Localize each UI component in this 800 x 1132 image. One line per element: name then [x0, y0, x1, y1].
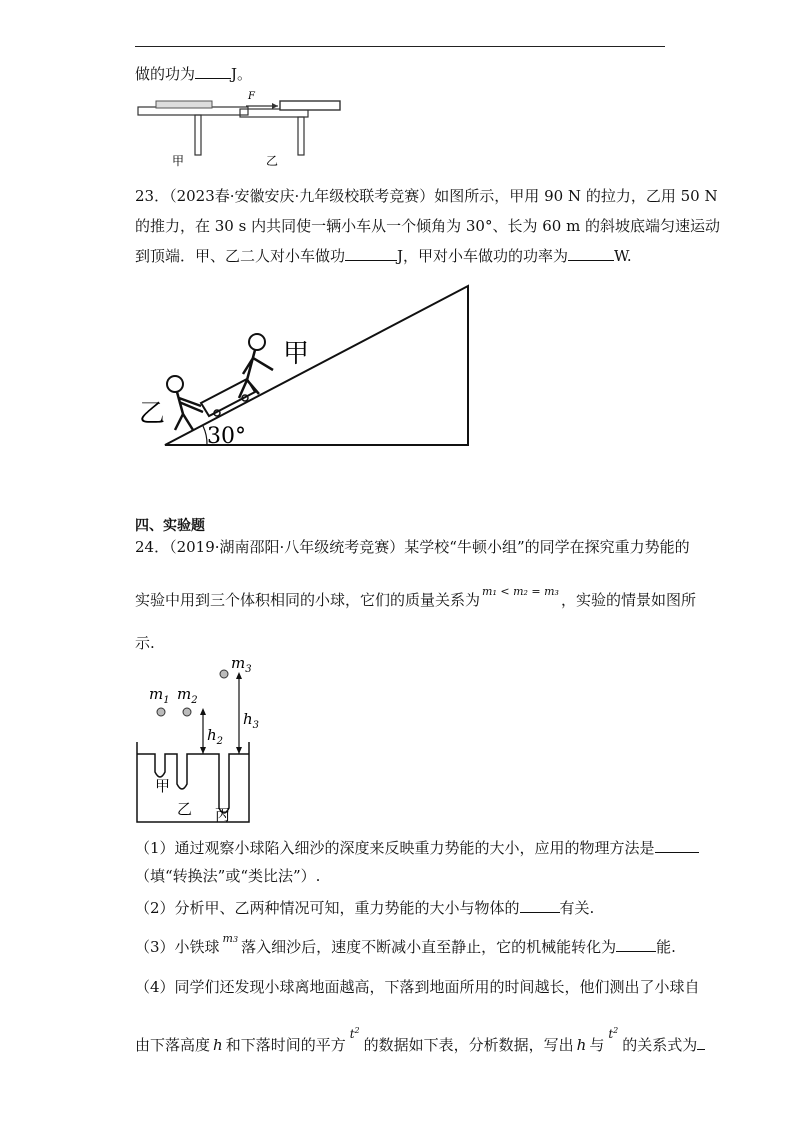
q24-sub4-line2: 由下落高度 h 和下落时间的平方$^{t^2}$的数据如下表，分析数据，写出 h 与$^{t^2}$的关系式为	[135, 1033, 705, 1056]
figure-friction-boards	[130, 85, 360, 175]
label-m3: $m_3$	[231, 654, 252, 675]
q24-sub2: （2）分析甲、乙两种情况可知，重力势能的大小与物体的 有关.	[135, 899, 595, 917]
q24-sub3: （3）小铁球 $^{m3}$ 落入细沙后，速度不断减小直至静止，它的机械能转化为 能.	[135, 932, 676, 956]
person-jia-head	[249, 334, 265, 350]
label-yi-incline: 乙	[139, 399, 166, 429]
section-title: 四、实验题	[135, 518, 205, 534]
figure-incline	[135, 280, 485, 455]
q24-sub1-line1: （1）通过观察小球陷入细沙的深度来反映重力势能的大小，应用的物理方法是	[135, 838, 699, 858]
label-m2: $m_2$	[177, 685, 198, 706]
q24-line1: 24．（2019·湖南邵阳·八年级统考竞赛）某学校“牛顿小组”的同学在探究重力势能的	[135, 538, 690, 556]
label-h2: $h_2$	[207, 726, 224, 747]
sub3-mass: m3	[222, 932, 239, 945]
pit-label-bing: 丙	[215, 806, 231, 824]
ball-m2	[183, 708, 191, 716]
table-leg-jia	[195, 115, 201, 155]
header-rule	[135, 46, 665, 47]
pit-label-yi: 乙	[177, 800, 193, 818]
table-leg-yi	[298, 117, 304, 155]
mass-relation: m₁ < m₂ = m₃	[482, 585, 559, 598]
answer-blank-factor[interactable]	[520, 898, 560, 913]
force-arrowhead	[272, 103, 278, 109]
angle-label: 30°	[207, 424, 246, 449]
q24-sub4-line1: （4）同学们还发现小球离地面越高，下落到地面所用的时间越长，他们测出了小球自	[135, 978, 700, 996]
q24-line2: 实验中用到三个体积相同的小球，它们的质量关系为 $^{m_1 < m_2 = m_3}$ ，实验的情景如图所	[135, 585, 696, 609]
person-yi-body	[175, 392, 203, 430]
short-board-yi	[280, 101, 340, 110]
ball-m3	[220, 670, 228, 678]
t-squared: t2	[349, 1026, 360, 1041]
label-jia-incline: 甲	[283, 339, 310, 369]
force-label: F	[248, 91, 255, 102]
label-m1: $m_1$	[149, 685, 170, 706]
incline-triangle	[165, 286, 468, 445]
q23-line2: 的推力，在 30 s 内共同使一辆小车从一个倾角为 30°、长为 60 m 的斜坡底端匀速运动	[135, 217, 721, 235]
q24-sub1-line2: （填“转换法”或“类比法”）.	[135, 867, 321, 885]
q23-line3: 到顶端．甲、乙二人对小车做功 J，甲对小车做功的功率为 W.	[135, 247, 632, 265]
ball-m1	[157, 708, 165, 716]
sand-surface	[137, 754, 249, 813]
q24-line3: 示.	[135, 634, 155, 652]
answer-blank[interactable]	[195, 64, 231, 79]
answer-blank-power[interactable]	[568, 246, 614, 261]
label-yi: 乙	[266, 154, 279, 168]
pit-label-jia: 甲	[155, 777, 171, 795]
short-board-jia	[156, 101, 212, 108]
prev-question-line: 做的功为 J。	[135, 65, 253, 83]
cart	[201, 379, 255, 416]
answer-blank-energy[interactable]	[616, 937, 656, 952]
answer-blank-work[interactable]	[345, 246, 397, 261]
figure-sand-pits	[135, 650, 265, 830]
answer-blank-formula[interactable]	[697, 1035, 705, 1050]
label-jia: 甲	[172, 154, 185, 168]
person-yi-head	[167, 376, 183, 392]
answer-blank-method[interactable]	[655, 838, 699, 853]
q23-line1: 23．（2023春·安徽安庆·九年级校联考竞赛）如图所示，甲用 90 N 的拉力，乙用 50 N	[135, 187, 718, 205]
label-h3: $h_3$	[243, 710, 260, 731]
